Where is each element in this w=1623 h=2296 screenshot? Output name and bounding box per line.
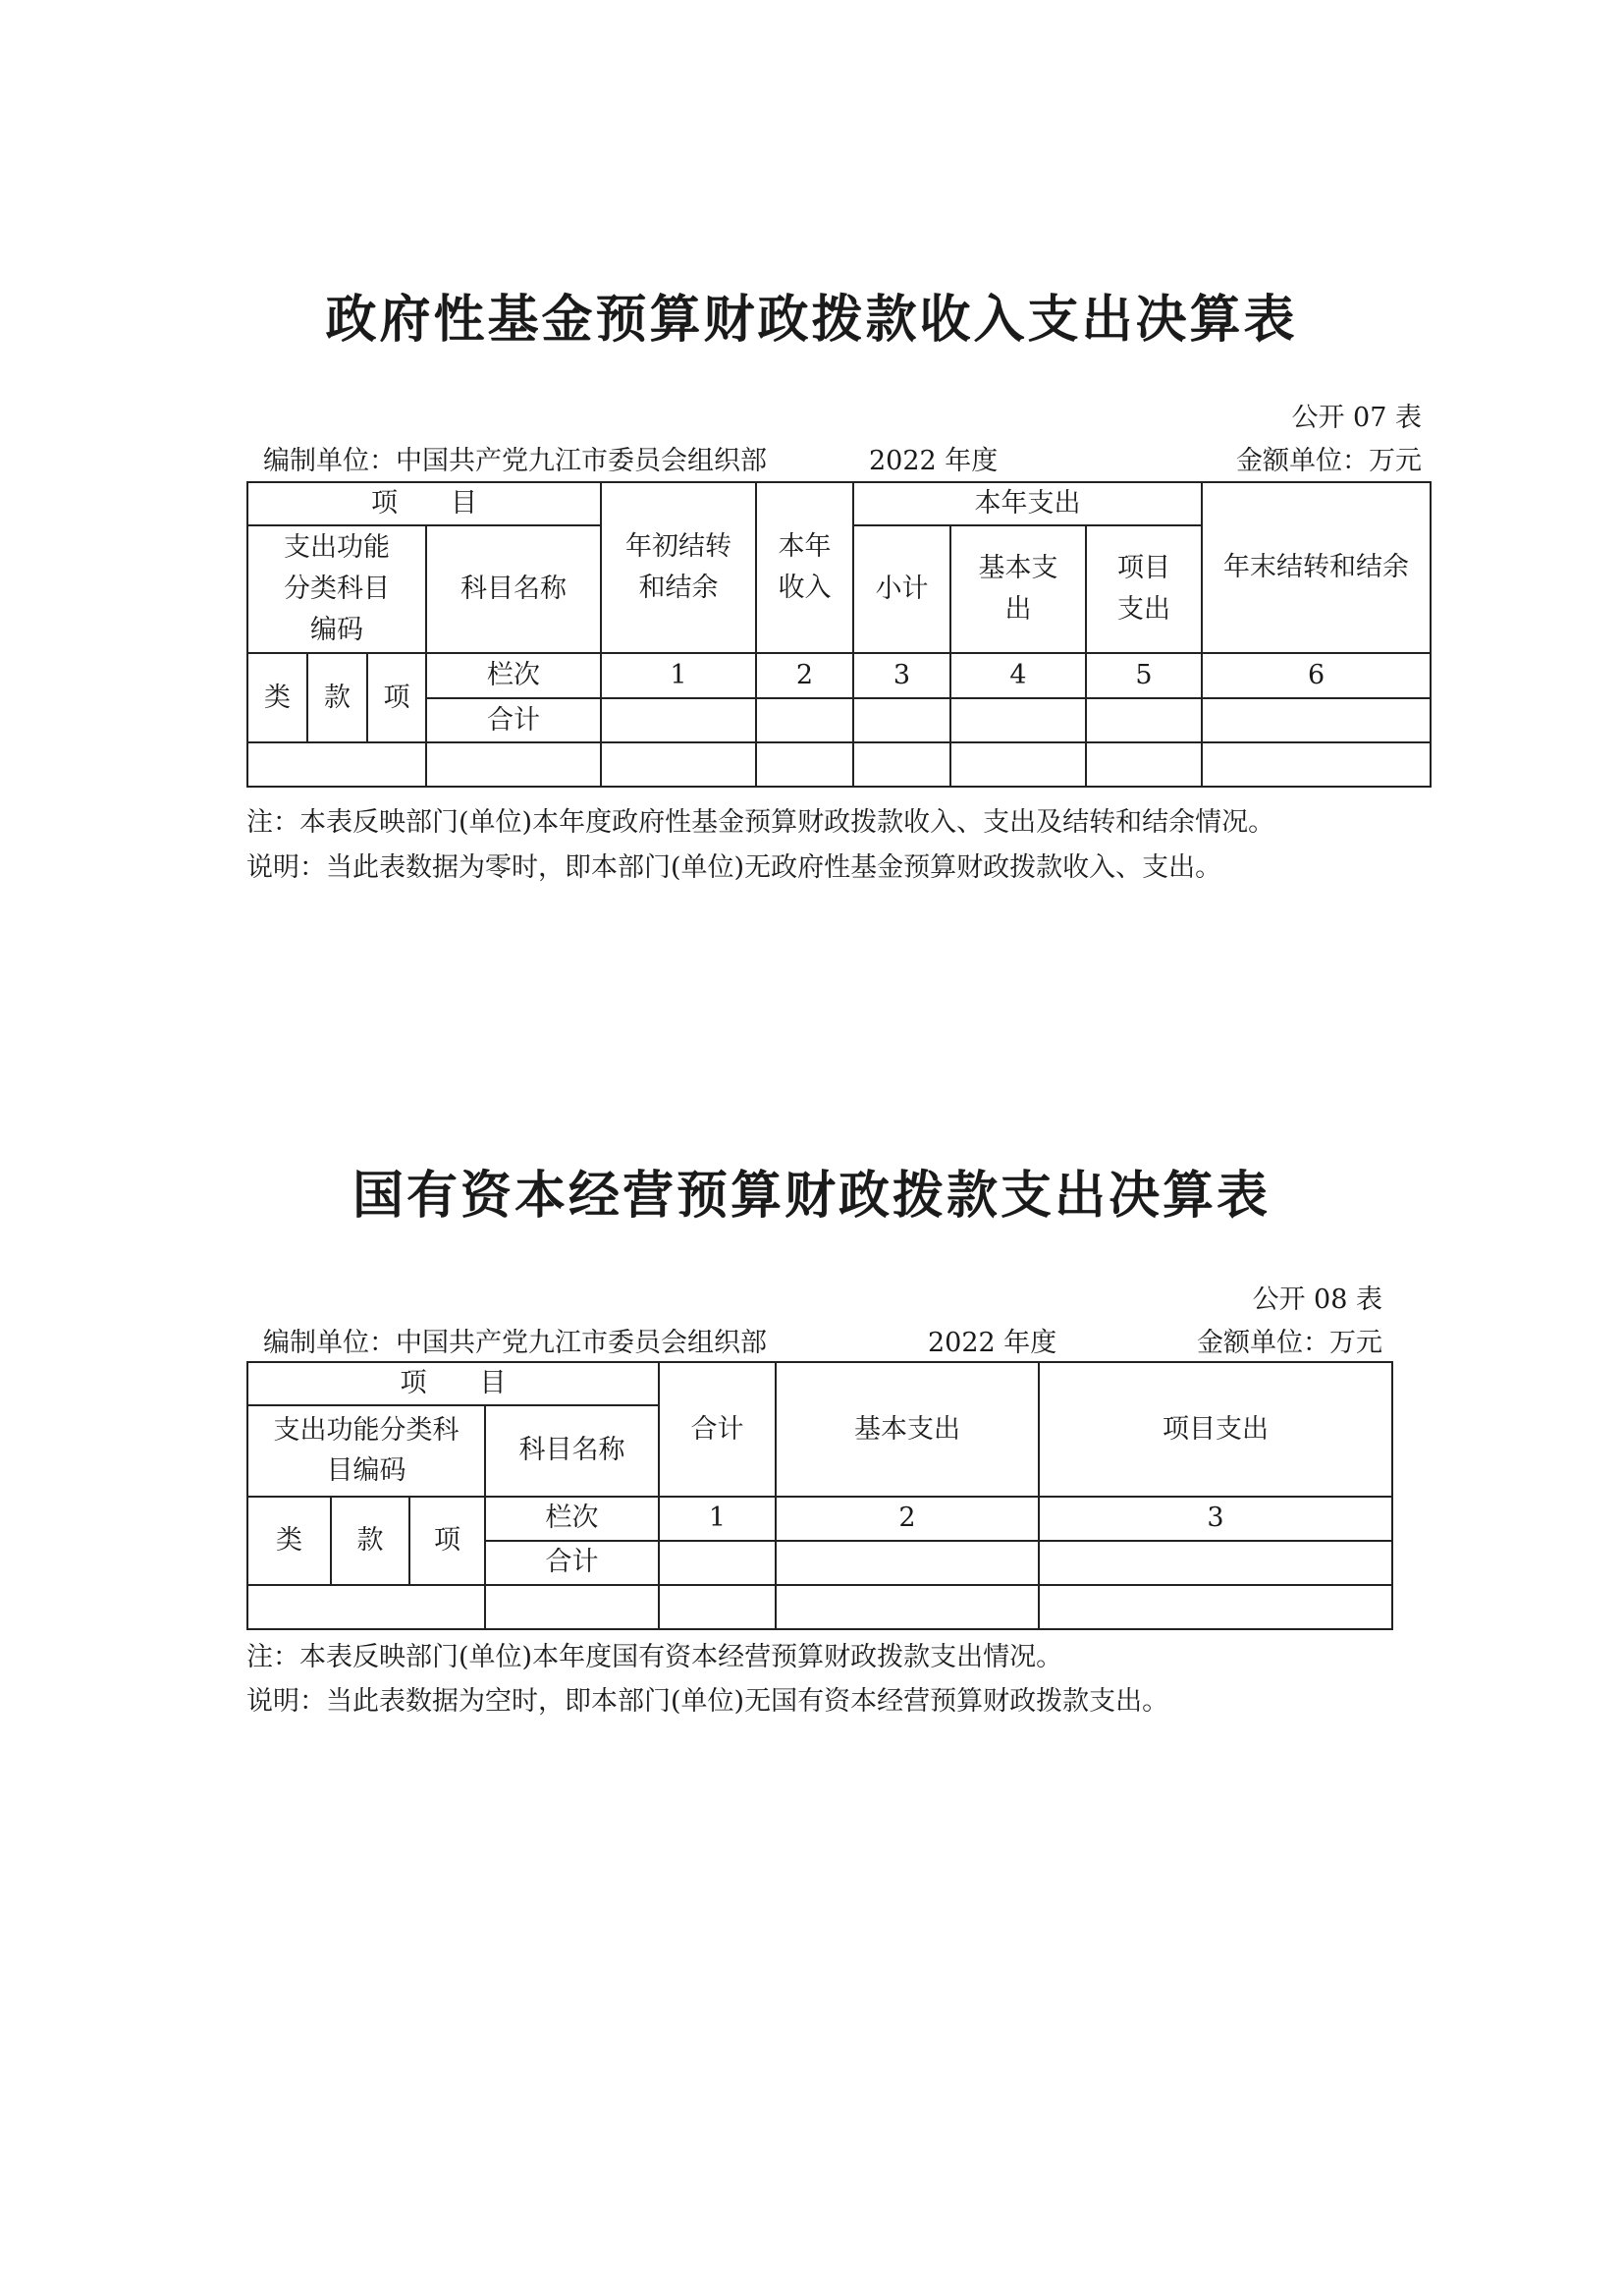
header-subtotal: 小计 (853, 525, 950, 653)
header-code: 支出功能分类科目编码 (247, 1405, 485, 1497)
total-label: 合计 (485, 1541, 659, 1585)
table08-year: 2022 年度 (928, 1328, 1057, 1358)
table-cell (426, 742, 601, 787)
table07-unit: 编制单位：中国共产党九江市委员会组织部 (263, 446, 767, 476)
table07-note: 注：本表反映部门(单位)本年度政府性基金预算财政拨款收入、支出及结转和结余情况。 (246, 807, 1275, 838)
table07-explain: 说明：当此表数据为零时，即本部门(单位)无政府性基金预算财政拨款收入、支出。 (246, 852, 1222, 883)
header-basic: 基本支出 (950, 525, 1086, 653)
header-basic: 基本支出 (776, 1362, 1039, 1497)
table-cell (485, 1585, 659, 1629)
table-cell (1039, 1585, 1392, 1629)
header-kuan: 款 (307, 653, 367, 742)
table-cell (776, 1541, 1039, 1585)
header-total: 合计 (659, 1362, 776, 1497)
table08-unit: 编制单位：中国共产党九江市委员会组织部 (263, 1328, 767, 1358)
table08 (246, 1361, 1393, 1630)
table08-explain: 说明：当此表数据为空时，即本部门(单位)无国有资本经营预算财政拨款支出。 (246, 1686, 1169, 1717)
table08-title: 国有资本经营预算财政拨款支出决算表 (352, 1167, 1271, 1226)
table-cell (1086, 698, 1202, 742)
table07 (246, 481, 1432, 788)
header-item: 项 目 (247, 482, 601, 525)
col-number: 2 (756, 653, 853, 698)
table-cell (601, 742, 756, 787)
table-cell (853, 742, 950, 787)
table08-number: 公开 08 表 (1252, 1285, 1382, 1315)
table-cell (756, 698, 853, 742)
table-cell (950, 742, 1086, 787)
header-lei: 类 (247, 1497, 331, 1585)
header-begin-balance: 年初结转和结余 (601, 482, 756, 653)
table08-note: 注：本表反映部门(单位)本年度国有资本经营预算财政拨款支出情况。 (246, 1642, 1063, 1672)
header-name: 科目名称 (485, 1405, 659, 1497)
table-cell (1039, 1541, 1392, 1585)
table-cell (601, 698, 756, 742)
table-cell (1086, 742, 1202, 787)
col-number: 4 (950, 653, 1086, 698)
header-xiang: 项 (367, 653, 426, 742)
col-label: 栏次 (426, 653, 601, 698)
table-cell (756, 742, 853, 787)
table-cell (659, 1541, 776, 1585)
col-number: 6 (1202, 653, 1431, 698)
table08-currency: 金额单位：万元 (1197, 1328, 1382, 1358)
header-end-balance: 年末结转和结余 (1202, 482, 1431, 653)
table-cell (950, 698, 1086, 742)
total-label: 合计 (426, 698, 601, 742)
header-item: 项 目 (247, 1362, 659, 1405)
col-number: 2 (776, 1497, 1039, 1541)
col-number: 5 (1086, 653, 1202, 698)
header-xiang: 项 (409, 1497, 485, 1585)
table-cell (853, 698, 950, 742)
table-cell (659, 1585, 776, 1629)
header-project: 项目支出 (1039, 1362, 1392, 1497)
table-cell (1202, 698, 1431, 742)
col-number: 3 (853, 653, 950, 698)
col-number: 1 (601, 653, 756, 698)
col-number: 3 (1039, 1497, 1392, 1541)
header-lei: 类 (247, 653, 307, 742)
table-cell (776, 1585, 1039, 1629)
table07-title: 政府性基金预算财政拨款收入支出决算表 (325, 291, 1298, 350)
header-code: 支出功能分类科目编码 (247, 525, 426, 653)
col-number: 1 (659, 1497, 776, 1541)
header-expense-group: 本年支出 (853, 482, 1202, 525)
table-cell (1202, 742, 1431, 787)
table07-year: 2022 年度 (869, 446, 999, 476)
header-income: 本年收入 (756, 482, 853, 653)
header-name: 科目名称 (426, 525, 601, 653)
col-label: 栏次 (485, 1497, 659, 1541)
table07-number: 公开 07 表 (1291, 403, 1422, 433)
table07-currency: 金额单位：万元 (1236, 446, 1422, 476)
header-project: 项目支出 (1086, 525, 1202, 653)
table-cell (247, 742, 426, 787)
table-cell (247, 1585, 485, 1629)
header-kuan: 款 (331, 1497, 409, 1585)
